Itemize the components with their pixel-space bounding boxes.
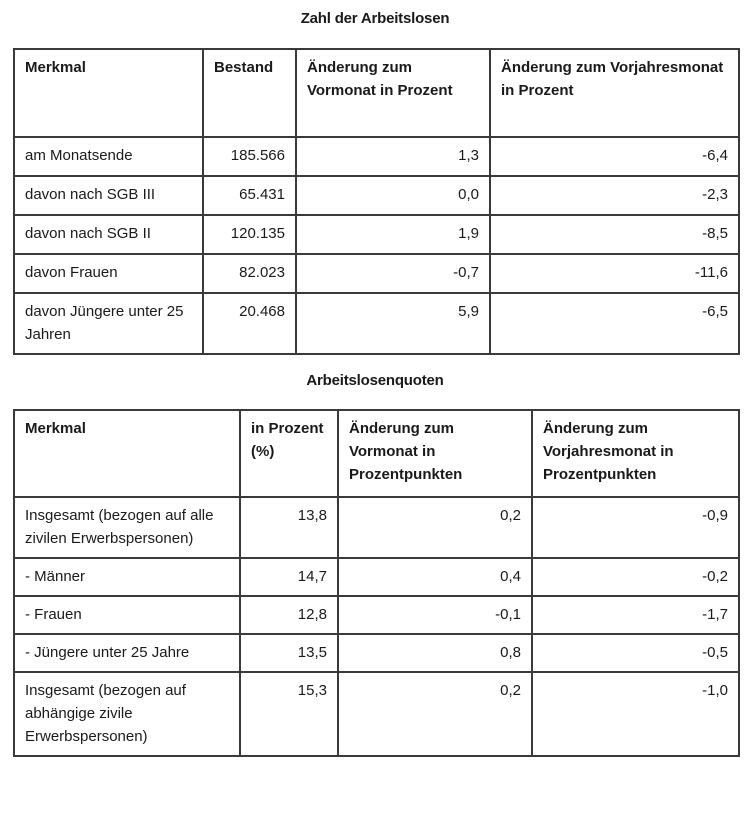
table1-header-vorjahresmonat: Änderung zum Vorjahresmonat in Prozent [490, 49, 739, 137]
row-label: davon nach SGB III [14, 176, 203, 215]
table-row [14, 497, 739, 558]
vormonat-change: 0,4 [338, 558, 532, 596]
table2-header-row [14, 410, 739, 497]
vormonat-change: 0,2 [338, 672, 532, 756]
table2-header-prozent: in Prozent (%) [240, 410, 338, 497]
vorjahresmonat-change: -0,5 [532, 634, 739, 672]
bestand-value: 65.431 [203, 176, 296, 215]
quote-value: 13,8 [240, 497, 338, 558]
vormonat-change: 0,0 [296, 176, 490, 215]
table-row [14, 176, 739, 215]
vorjahresmonat-change: -0,2 [532, 558, 739, 596]
table2-caption: Arbeitslosenquoten [306, 372, 444, 389]
bestand-value: 82.023 [203, 254, 296, 293]
table-row [14, 254, 739, 293]
quote-value: 13,5 [240, 634, 338, 672]
vorjahresmonat-change: -0,9 [532, 497, 739, 558]
vormonat-change: -0,1 [338, 596, 532, 634]
bestand-value: 185.566 [203, 137, 296, 176]
vormonat-change: 1,3 [296, 137, 490, 176]
table-row [14, 672, 739, 756]
row-label: - Männer [14, 558, 240, 596]
row-label: davon Jüngere unter 25 Jahren [14, 293, 203, 354]
quote-value: 12,8 [240, 596, 338, 634]
quote-value: 14,7 [240, 558, 338, 596]
table1-header-bestand: Bestand [203, 49, 296, 137]
table1-header-merkmal: Merkmal [14, 49, 203, 137]
vormonat-change: -0,7 [296, 254, 490, 293]
table-row [14, 634, 739, 672]
vorjahresmonat-change: -6,4 [490, 137, 739, 176]
table2-header-merkmal: Merkmal [14, 410, 240, 497]
vormonat-change: 1,9 [296, 215, 490, 254]
table1-header-row [14, 49, 739, 137]
table1-header-vormonat: Änderung zum Vormonat in Prozent [296, 49, 490, 137]
vorjahresmonat-change: -1,7 [532, 596, 739, 634]
row-label: davon nach SGB II [14, 215, 203, 254]
row-label: davon Frauen [14, 254, 203, 293]
table-row [14, 558, 739, 596]
row-label: - Frauen [14, 596, 240, 634]
table-row [14, 596, 739, 634]
table1-caption: Zahl der Arbeitslosen [300, 10, 450, 27]
row-label: Insgesamt (bezogen auf alle zivilen Erwerbspersonen) [14, 497, 240, 558]
table2-header-vorjahresmonat: Änderung zum Vorjahresmonat in Prozentpunkten [532, 410, 739, 497]
row-label: - Jüngere unter 25 Jahre [14, 634, 240, 672]
unemployed-count-table [13, 48, 740, 355]
vorjahresmonat-change: -8,5 [490, 215, 739, 254]
table-row [14, 293, 739, 354]
vorjahresmonat-change: -2,3 [490, 176, 739, 215]
vormonat-change: 0,2 [338, 497, 532, 558]
vormonat-change: 5,9 [296, 293, 490, 354]
row-label: Insgesamt (bezogen auf abhängige zivile Erwerbspersonen) [14, 672, 240, 756]
vormonat-change: 0,8 [338, 634, 532, 672]
vorjahresmonat-change: -11,6 [490, 254, 739, 293]
unemployment-rate-table [13, 409, 740, 757]
quote-value: 15,3 [240, 672, 338, 756]
bestand-value: 20.468 [203, 293, 296, 354]
table2-header-vormonat: Änderung zum Vormonat in Prozentpunkten [338, 410, 532, 497]
bestand-value: 120.135 [203, 215, 296, 254]
table-row [14, 137, 739, 176]
table-row [14, 215, 739, 254]
row-label: am Monatsende [14, 137, 203, 176]
vorjahresmonat-change: -6,5 [490, 293, 739, 354]
vorjahresmonat-change: -1,0 [532, 672, 739, 756]
